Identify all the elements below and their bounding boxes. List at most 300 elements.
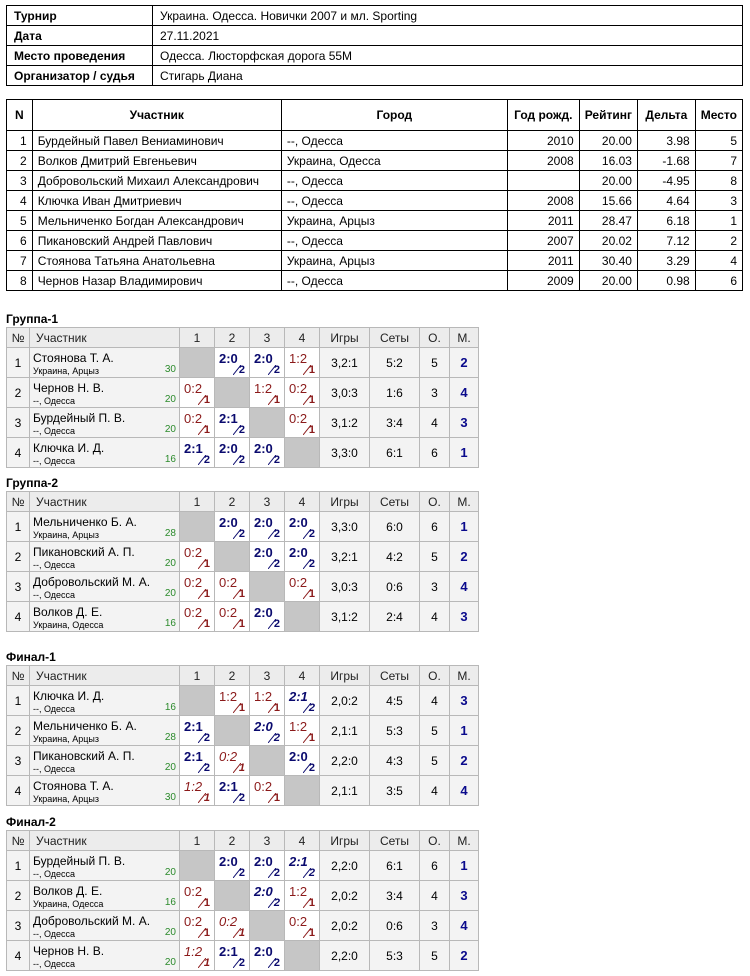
participant-cell: Пикановский Андрей Павлович [32,231,281,251]
player-rating: 20 [164,927,176,938]
match-score-cell [180,602,215,632]
match-tiebreak-number: 2 [273,957,280,969]
match-score-cell [215,746,250,776]
match-score-cell [215,776,250,806]
group-column-header: 2 [215,328,250,348]
column-header: N [7,100,33,131]
column-header: Город [281,100,507,131]
player-city: --, Одесса [33,704,76,714]
group-table [6,491,479,632]
self-match-cell [215,881,250,911]
match-score-cell [285,686,320,716]
participants-header-row [7,100,743,131]
participant-cell: --, Одесса [281,191,507,211]
player-name: Мельниченко Б. А. [33,515,137,529]
match-score: 2:1 [289,854,308,869]
match-score-cell [180,746,215,776]
games-stat: 3,2:1 [320,348,370,378]
group-column-header: Участник [30,666,180,686]
match-score: 0:2 [219,749,238,764]
match-tiebreak-number: 2 [273,558,280,570]
info-row [7,26,743,46]
match-score-cell [285,512,320,542]
match-score: 0:2 [289,381,308,396]
self-match-cell [215,378,250,408]
group-row [7,542,479,572]
match-score-cell [250,716,285,746]
games-stat: 3,0:3 [320,572,370,602]
sets-stat: 3:4 [370,408,420,438]
info-value: 27.11.2021 [153,26,743,46]
place-stat: 4 [450,378,479,408]
player-name: Добровольский М. А. [33,914,151,928]
group-table [6,665,479,806]
row-number: 2 [7,542,30,572]
sets-stat: 3:5 [370,776,420,806]
match-score-cell [285,378,320,408]
participant-cell: 1 [695,211,742,231]
sets-stat: 4:5 [370,686,420,716]
points-stat: 5 [420,348,450,378]
match-score-cell [180,941,215,971]
group-column-header: М. [450,328,479,348]
row-number: 1 [7,851,30,881]
match-score-cell [285,746,320,776]
match-score: 1:2 [289,719,308,734]
match-score: 1:2 [219,689,238,704]
match-score: 0:2 [254,779,273,794]
player-name: Ключка И. Д. [33,441,105,455]
row-number: 4 [7,602,30,632]
row-number: 1 [7,348,30,378]
player-rating: 28 [164,528,176,539]
group-column-header: 2 [215,666,250,686]
participant-cell: 5 [7,211,33,231]
games-stat: 2,1:1 [320,716,370,746]
player-name: Стоянова Т. А. [33,351,114,365]
participant-cell: 3 [695,191,742,211]
group-row [7,512,479,542]
sets-stat: 4:2 [370,542,420,572]
participant-cell: 30.40 [579,251,637,271]
participant-row [7,191,743,211]
match-score: 0:2 [219,575,238,590]
points-stat: 5 [420,746,450,776]
player-name: Мельниченко Б. А. [33,719,137,733]
player-cell [30,881,180,911]
row-number: 3 [7,911,30,941]
match-tiebreak-number: 1 [238,588,245,600]
player-city: --, Одесса [33,456,76,466]
match-score-cell [180,776,215,806]
match-score: 2:0 [254,545,273,560]
match-score-cell [285,911,320,941]
participant-cell: 15.66 [579,191,637,211]
match-score: 2:0 [219,441,238,456]
group-table [6,830,479,971]
group-column-header: 1 [180,492,215,512]
place-stat: 2 [450,348,479,378]
match-score: 2:0 [289,545,308,560]
match-score-cell [215,911,250,941]
sets-stat: 4:3 [370,746,420,776]
participant-row [7,211,743,231]
info-row [7,6,743,26]
group-column-header: О. [420,328,450,348]
match-tiebreak-number: 2 [273,454,280,466]
match-tiebreak-number: 2 [203,762,210,774]
player-city: --, Одесса [33,869,76,879]
match-score-cell [285,542,320,572]
group-row [7,602,479,632]
participant-cell: 6 [7,231,33,251]
player-cell [30,542,180,572]
group-column-header: Сеты [370,492,420,512]
points-stat: 4 [420,776,450,806]
participant-cell: --, Одесса [281,231,507,251]
player-cell [30,512,180,542]
match-tiebreak-number: 1 [308,588,315,600]
match-tiebreak-number: 2 [238,957,245,969]
group-header-row [7,666,479,686]
info-value: Стигарь Диана [153,66,743,86]
group-row [7,686,479,716]
self-match-cell [180,686,215,716]
player-cell [30,941,180,971]
column-header: Участник [32,100,281,131]
sets-stat: 5:3 [370,941,420,971]
match-score-cell [215,572,250,602]
match-tiebreak-number: 1 [238,762,245,774]
info-label: Турнир [7,6,153,26]
player-city: Украина, Арцыз [33,794,100,804]
match-score: 2:1 [219,779,238,794]
self-match-cell [215,716,250,746]
participant-cell: 3.98 [637,131,695,151]
participants-table [6,99,743,291]
group-table [6,327,479,468]
games-stat: 2,0:2 [320,881,370,911]
row-number: 4 [7,438,30,468]
player-rating: 16 [164,454,176,465]
match-score-cell [285,348,320,378]
column-header: Рейтинг [579,100,637,131]
info-label: Организатор / судья [7,66,153,86]
participant-cell: 2007 [507,231,579,251]
participant-cell: Чернов Назар Владимирович [32,271,281,291]
group-column-header: М. [450,666,479,686]
participant-cell: 6.18 [637,211,695,231]
player-name: Стоянова Т. А. [33,779,114,793]
match-tiebreak-number: 1 [273,394,280,406]
group-column-header: Сеты [370,666,420,686]
match-score-cell [250,941,285,971]
participant-cell: 2 [7,151,33,171]
participant-cell: 2008 [507,191,579,211]
match-tiebreak-number: 1 [273,702,280,714]
group-column-header: 2 [215,492,250,512]
group-column-header: Сеты [370,328,420,348]
participant-cell: --, Одесса [281,271,507,291]
player-city: --, Одесса [33,764,76,774]
self-match-cell [250,746,285,776]
match-score-cell [215,438,250,468]
games-stat: 2,2:0 [320,746,370,776]
match-score-cell [215,941,250,971]
group-column-header: 1 [180,666,215,686]
group-column-header: Участник [30,328,180,348]
player-cell [30,716,180,746]
match-tiebreak-number: 2 [273,528,280,540]
player-name: Пикановский А. П. [33,749,135,763]
place-stat: 2 [450,746,479,776]
match-score: 2:0 [254,944,273,959]
points-stat: 5 [420,716,450,746]
player-rating: 20 [164,394,176,405]
participant-cell: 5 [695,131,742,151]
place-stat: 3 [450,686,479,716]
place-stat: 1 [450,851,479,881]
match-tiebreak-number: 1 [203,927,210,939]
player-name: Чернов Н. В. [33,944,105,958]
match-score-cell [285,572,320,602]
points-stat: 4 [420,686,450,716]
row-number: 4 [7,941,30,971]
match-tiebreak-number: 2 [238,867,245,879]
player-rating: 30 [164,792,176,803]
points-stat: 3 [420,911,450,941]
player-cell [30,348,180,378]
points-stat: 3 [420,378,450,408]
player-city: Украина, Арцыз [33,366,100,376]
match-tiebreak-number: 1 [203,394,210,406]
match-score: 2:1 [184,749,203,764]
participant-cell: 2009 [507,271,579,291]
match-tiebreak-number: 1 [308,364,315,376]
games-stat: 2,0:2 [320,686,370,716]
player-city: Украина, Арцыз [33,734,100,744]
player-name: Волков Д. Е. [33,605,103,619]
match-score: 2:0 [219,515,238,530]
row-number: 4 [7,776,30,806]
match-tiebreak-number: 2 [273,897,280,909]
match-score-cell [285,408,320,438]
match-score: 2:1 [219,411,238,426]
match-score-cell [250,602,285,632]
group-row [7,408,479,438]
player-city: --, Одесса [33,929,76,939]
match-score: 0:2 [219,914,238,929]
group-column-header: № [7,492,30,512]
participant-cell: Украина, Одесса [281,151,507,171]
match-score: 2:0 [254,441,273,456]
participant-cell: Мельниченко Богдан Александрович [32,211,281,231]
group-column-header: 3 [250,666,285,686]
group-column-header: М. [450,831,479,851]
group-title: Группа-2 [6,476,59,490]
match-score: 1:2 [289,884,308,899]
group-column-header: 4 [285,831,320,851]
player-name: Добровольский М. А. [33,575,151,589]
match-tiebreak-number: 2 [203,732,210,744]
match-tiebreak-number: 1 [308,927,315,939]
group-column-header: 4 [285,666,320,686]
sets-stat: 0:6 [370,572,420,602]
player-rating: 30 [164,364,176,375]
group-column-header: М. [450,492,479,512]
match-score-cell [250,776,285,806]
points-stat: 5 [420,941,450,971]
participant-cell: Стоянова Татьяна Анатольевна [32,251,281,271]
place-stat: 1 [450,512,479,542]
match-tiebreak-number: 1 [203,424,210,436]
points-stat: 3 [420,572,450,602]
player-name: Бурдейный П. В. [33,411,126,425]
player-city: Украина, Одесса [33,899,104,909]
match-score: 0:2 [289,411,308,426]
match-score-cell [215,408,250,438]
place-stat: 4 [450,911,479,941]
match-tiebreak-number: 2 [238,528,245,540]
match-score: 2:0 [289,749,308,764]
player-city: --, Одесса [33,560,76,570]
column-header: Дельта [637,100,695,131]
group-column-header: 4 [285,492,320,512]
participant-cell: Добровольский Михаил Александрович [32,171,281,191]
participant-row [7,251,743,271]
participant-cell: 4 [7,191,33,211]
games-stat: 2,2:0 [320,851,370,881]
points-stat: 6 [420,851,450,881]
group-header-row [7,831,479,851]
points-stat: 4 [420,602,450,632]
match-tiebreak-number: 1 [308,897,315,909]
player-city: Украина, Арцыз [33,530,100,540]
match-score: 0:2 [184,884,203,899]
match-score: 0:2 [184,411,203,426]
group-column-header: Участник [30,492,180,512]
player-cell [30,408,180,438]
group-row [7,746,479,776]
place-stat: 4 [450,776,479,806]
player-rating: 20 [164,588,176,599]
match-score: 2:0 [219,854,238,869]
player-rating: 20 [164,762,176,773]
match-score-cell [250,881,285,911]
participant-row [7,231,743,251]
self-match-cell [250,572,285,602]
participant-cell: Украина, Арцыз [281,211,507,231]
participant-cell: 20.00 [579,171,637,191]
match-tiebreak-number: 2 [238,454,245,466]
group-column-header: О. [420,492,450,512]
group-column-header: 2 [215,831,250,851]
group-column-header: Игры [320,328,370,348]
participant-cell: 2011 [507,251,579,271]
player-rating: 20 [164,424,176,435]
info-row [7,66,743,86]
player-rating: 20 [164,867,176,878]
place-stat: 4 [450,572,479,602]
participant-cell: 7 [7,251,33,271]
place-stat: 3 [450,602,479,632]
group-row [7,911,479,941]
row-number: 2 [7,378,30,408]
match-tiebreak-number: 1 [203,588,210,600]
match-tiebreak-number: 1 [203,618,210,630]
place-stat: 1 [450,716,479,746]
sets-stat: 5:3 [370,716,420,746]
match-score: 0:2 [184,381,203,396]
participant-cell: 7.12 [637,231,695,251]
games-stat: 2,0:2 [320,911,370,941]
match-score: 2:0 [254,605,273,620]
group-row [7,438,479,468]
match-score-cell [250,512,285,542]
group-column-header: Игры [320,831,370,851]
participant-cell: 4 [695,251,742,271]
player-cell [30,438,180,468]
match-score: 0:2 [219,605,238,620]
participant-cell [507,171,579,191]
player-cell [30,686,180,716]
self-match-cell [285,438,320,468]
match-tiebreak-number: 1 [273,792,280,804]
sets-stat: 3:4 [370,881,420,911]
match-score: 2:0 [289,515,308,530]
match-score: 0:2 [184,605,203,620]
group-column-header: Игры [320,492,370,512]
place-stat: 3 [450,408,479,438]
group-row [7,378,479,408]
match-score-cell [285,851,320,881]
match-score-cell [250,438,285,468]
column-header: Место [695,100,742,131]
self-match-cell [180,348,215,378]
match-score-cell [250,851,285,881]
player-name: Чернов Н. В. [33,381,105,395]
games-stat: 3,0:3 [320,378,370,408]
participant-cell: --, Одесса [281,131,507,151]
match-tiebreak-number: 2 [308,762,315,774]
participant-cell: 2 [695,231,742,251]
match-score-cell [180,542,215,572]
info-value: Одесса. Люсторфская дорога 55М [153,46,743,66]
player-cell [30,378,180,408]
info-label: Дата [7,26,153,46]
player-cell [30,572,180,602]
self-match-cell [285,602,320,632]
points-stat: 6 [420,512,450,542]
player-cell [30,746,180,776]
match-score-cell [285,716,320,746]
match-score: 2:1 [289,689,308,704]
self-match-cell [180,512,215,542]
match-tiebreak-number: 2 [273,618,280,630]
group-column-header: 3 [250,831,285,851]
place-stat: 3 [450,881,479,911]
match-score: 1:2 [254,381,273,396]
player-rating: 28 [164,732,176,743]
group-title: Группа-1 [6,312,59,326]
group-column-header: № [7,328,30,348]
participant-cell: 6 [695,271,742,291]
match-tiebreak-number: 2 [273,364,280,376]
group-column-header: 4 [285,328,320,348]
games-stat: 2,1:1 [320,776,370,806]
match-score-cell [180,716,215,746]
participant-row [7,171,743,191]
